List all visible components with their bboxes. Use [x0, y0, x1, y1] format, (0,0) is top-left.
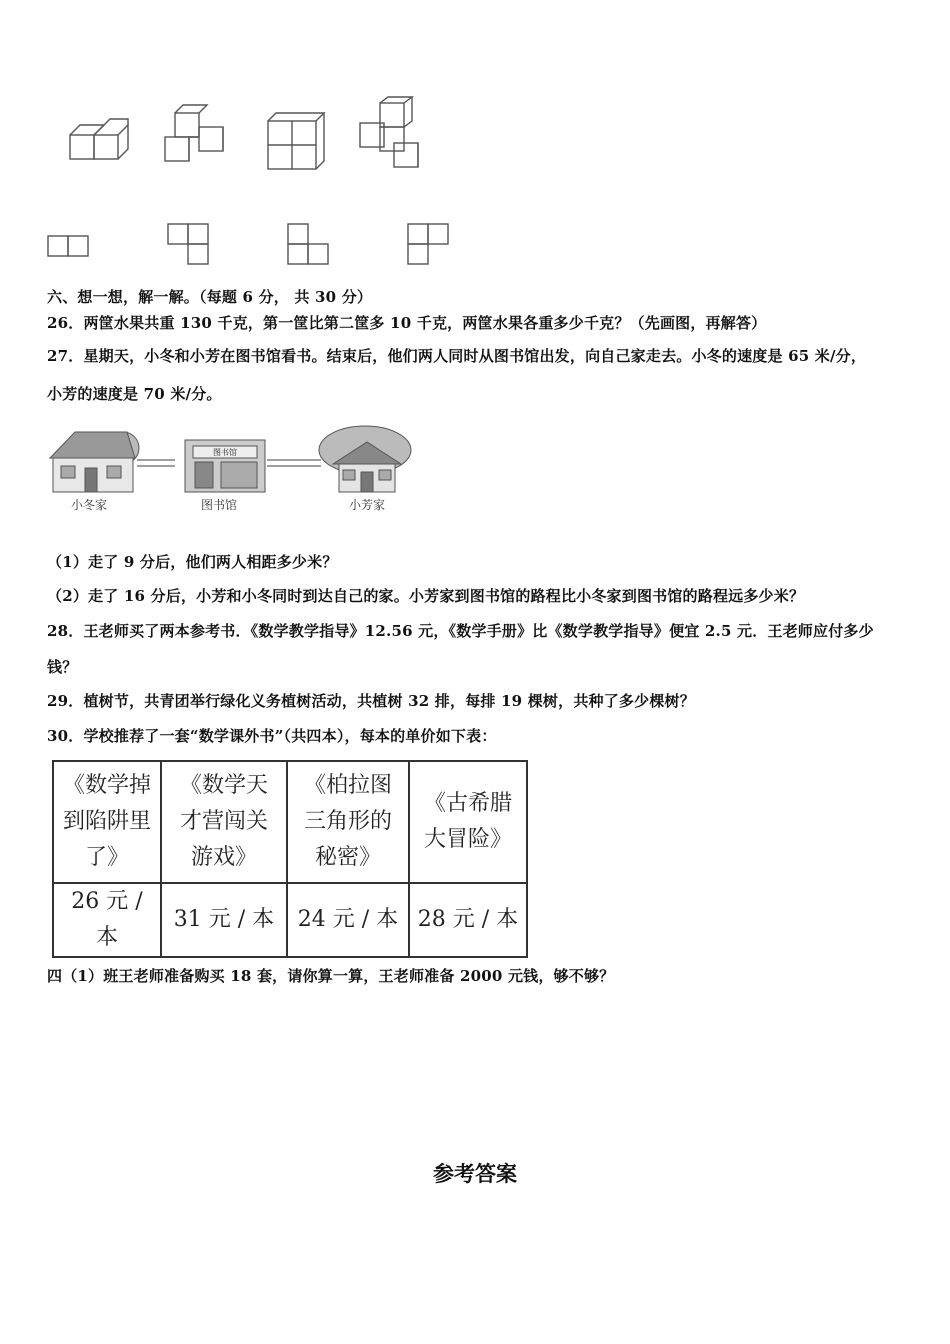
- book-title-line: 三角形的: [303, 809, 392, 834]
- question-26: 26．两筐水果共重 130 千克，第一筐比第二筐多 10 千克，两筐水果各重多少千克？（先画图，再解答）: [47, 314, 767, 332]
- question-29: 29．植树节，共青团举行绿化义务植树活动，共植树 32 排，每排 19 棵树，共种了多少棵树？: [47, 692, 695, 710]
- view-shapes-drawing: [45, 220, 465, 270]
- book-title-line: 大冒险》: [423, 827, 512, 852]
- book-title-line: 《柏拉图: [303, 773, 392, 798]
- question-27-line2: 小芳的速度是 70 米/分。: [47, 385, 222, 403]
- question-27-sub2: （2）走了 16 分后，小芳和小冬同时到达自己的家。小芳家到图书馆的路程比小冬家到图书馆的路程远多少米？: [47, 587, 805, 605]
- book-title-line: 秘密》: [314, 845, 381, 870]
- left-house-label: 小冬家: [71, 498, 108, 512]
- route-scene: [45, 420, 425, 520]
- book-title-cell: [287, 761, 409, 883]
- right-house-image: [319, 426, 411, 492]
- book-title-line: 《古希腊: [423, 791, 512, 816]
- library-label: 图书馆: [201, 498, 238, 512]
- book-price-cell: 28 元 / 本: [409, 883, 527, 957]
- book-title-cell: [409, 761, 527, 883]
- book-title-line: 了》: [84, 845, 129, 870]
- book-title-line: 《数学掉: [62, 773, 151, 798]
- book-price-cell: 31 元 / 本: [161, 883, 287, 957]
- book-price-row: [53, 883, 527, 957]
- right-house-label: 小芳家: [349, 498, 386, 512]
- question-28-line2: 钱？: [47, 658, 78, 676]
- question-30-task: 四（1）班王老师准备购买 18 套，请你算一算，王老师准备 2000 元钱，够不够？: [47, 967, 615, 985]
- route-scene-drawing: [45, 420, 425, 500]
- cube-figures-row: [60, 95, 440, 175]
- section6-header: 六、想一想，解一解。（每题 6 分， 共 30 分）: [47, 288, 373, 306]
- book-title-line: 才营闯关: [179, 809, 268, 834]
- book-title-cell: [53, 761, 161, 883]
- book-price-table: [52, 760, 528, 958]
- book-title-row: [53, 761, 527, 883]
- view-shapes-row: [45, 220, 465, 270]
- book-price-cell: 24 元 / 本: [287, 883, 409, 957]
- book-title-line: 到陷阱里: [62, 809, 151, 834]
- answer-section-title: 参考答案: [433, 1161, 517, 1186]
- book-price-cell: 26 元 / 本: [53, 883, 161, 957]
- question-30: 30．学校推荐了一套“数学课外书”（共四本），每本的单价如下表：: [47, 727, 497, 745]
- library-sign: 图书馆: [213, 448, 237, 457]
- book-title-cell: [161, 761, 287, 883]
- left-house-image: [50, 432, 139, 492]
- cube-figures-drawing: [60, 95, 440, 175]
- book-title-line: 游戏》: [190, 845, 257, 870]
- question-28-line1: 28．王老师买了两本参考书．《数学教学指导》12.56 元，《数学手册》比《数学教学指导》便宜 2.5 元．王老师应付多少: [47, 622, 874, 640]
- question-27-sub1: （1）走了 9 分后，他们两人相距多少米？: [47, 553, 338, 571]
- book-title-line: 《数学天: [179, 773, 268, 798]
- question-27-line1: 27．星期天，小冬和小芳在图书馆看书。结束后，他们两人同时从图书馆出发，向自己家走去。小冬的速度是 65 米/分，: [47, 347, 867, 365]
